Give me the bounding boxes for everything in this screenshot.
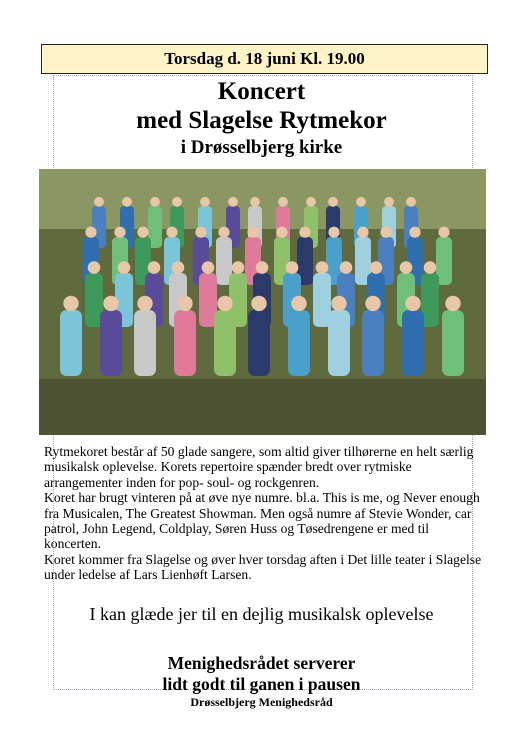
choir-member-head — [438, 227, 449, 238]
choir-member-head — [340, 261, 353, 274]
choir-member-head — [291, 296, 306, 311]
choir-member-head — [172, 261, 185, 274]
choir-member-head — [380, 227, 391, 238]
choir-member-body — [442, 310, 464, 376]
choir-member-head — [218, 227, 229, 238]
choir-member-head — [228, 197, 238, 207]
choir-group-photo-icon — [39, 169, 486, 435]
choir-member-head — [217, 296, 232, 311]
choir-member-body — [362, 310, 384, 376]
date-banner: Torsdag d. 18 juni Kl. 19.00 — [41, 44, 488, 74]
choir-member-head — [251, 296, 266, 311]
choir-member-head — [306, 197, 316, 207]
choir-member-head — [114, 227, 125, 238]
choir-member-head — [370, 261, 383, 274]
choir-member-head — [405, 296, 420, 311]
choir-member-head — [63, 296, 78, 311]
choir-member-body — [402, 310, 424, 376]
choir-member-head — [195, 227, 206, 238]
choir-member-head — [202, 261, 215, 274]
choir-member-head — [232, 261, 245, 274]
description-text — [44, 444, 484, 583]
choir-member-head — [148, 261, 161, 274]
choir-member-head — [122, 197, 132, 207]
choir-member-body — [100, 310, 122, 376]
footer-line-2: lidt godt til ganen i pausen — [162, 674, 361, 694]
choir-member-head — [118, 261, 131, 274]
choir-member-head — [88, 261, 101, 274]
choir-member-head — [356, 197, 366, 207]
choir-member-head — [445, 296, 460, 311]
title-line-2: med Slagelse Rytmekor — [136, 107, 387, 134]
choir-member-body — [134, 310, 156, 376]
choir-member-body — [328, 310, 350, 376]
choir-member-head — [137, 227, 148, 238]
choir-member-body — [248, 310, 270, 376]
choir-member-head — [200, 197, 210, 207]
choir-member-body — [60, 310, 82, 376]
choir-member-head — [85, 227, 96, 238]
title-line-1: Koncert — [217, 78, 306, 105]
choir-member-head — [276, 227, 287, 238]
choir-member-body — [214, 310, 236, 376]
choir-member-head — [331, 296, 346, 311]
choir-member-head — [137, 296, 152, 311]
choir-member-head — [357, 227, 368, 238]
footer-signature: Drøsselbjerg Menighedsråd — [190, 695, 333, 709]
choir-member-head — [400, 261, 413, 274]
choir-member-head — [278, 197, 288, 207]
choir-member-head — [328, 197, 338, 207]
description-paragraph-3: Koret kommer fra Slagelse og øver hver torsdag aften i Det lille teater i Slagelse under ledelse af Lars Lienhøft Larsen. — [44, 551, 482, 583]
choir-member-head — [94, 197, 104, 207]
choir-member-head — [172, 197, 182, 207]
choir-member-head — [365, 296, 380, 311]
title-line-3: i Drøsselbjerg kirke — [180, 137, 343, 158]
choir-member-head — [177, 296, 192, 311]
choir-member-body — [174, 310, 196, 376]
choir-member-head — [150, 197, 160, 207]
choir-member-head — [250, 197, 260, 207]
choir-member-head — [103, 296, 118, 311]
choir-member-head — [328, 227, 339, 238]
choir-member-head — [166, 227, 177, 238]
description-paragraph-1: Rytmekoret består af 50 glade sangere, som altid giver tilhørerne en helt særlig musikalsk oplevelse. Korets repertoire spænder bredt over rytmiske arrangementer inden for pop- soul- og rockgenren. — [44, 444, 474, 490]
choir-member-body — [288, 310, 310, 376]
choir-member-head — [299, 227, 310, 238]
choir-member-head — [406, 197, 416, 207]
choir-member-head — [247, 227, 258, 238]
footer-line-1: Menighedsrådet serverer — [167, 653, 356, 673]
choir-member-head — [424, 261, 437, 274]
closing-line: I kan glæde jer til en dejlig musikalsk oplevelse — [89, 604, 434, 624]
description-paragraph-2: Koret har brugt vinteren på at øve nye numre. bl.a. This is me, og Never enough fra Musicalen, The Greatest Showman. Men også numre af Stevie Wonder, car patrol, John Legend, Coldplay, Søren Huss og Tøsedrengene er med til koncerten. — [44, 490, 480, 552]
choir-member-head — [409, 227, 420, 238]
choir-member-head — [316, 261, 329, 274]
choir-photo — [39, 169, 486, 435]
choir-member-head — [256, 261, 269, 274]
choir-member-head — [384, 197, 394, 207]
choir-member-head — [286, 261, 299, 274]
